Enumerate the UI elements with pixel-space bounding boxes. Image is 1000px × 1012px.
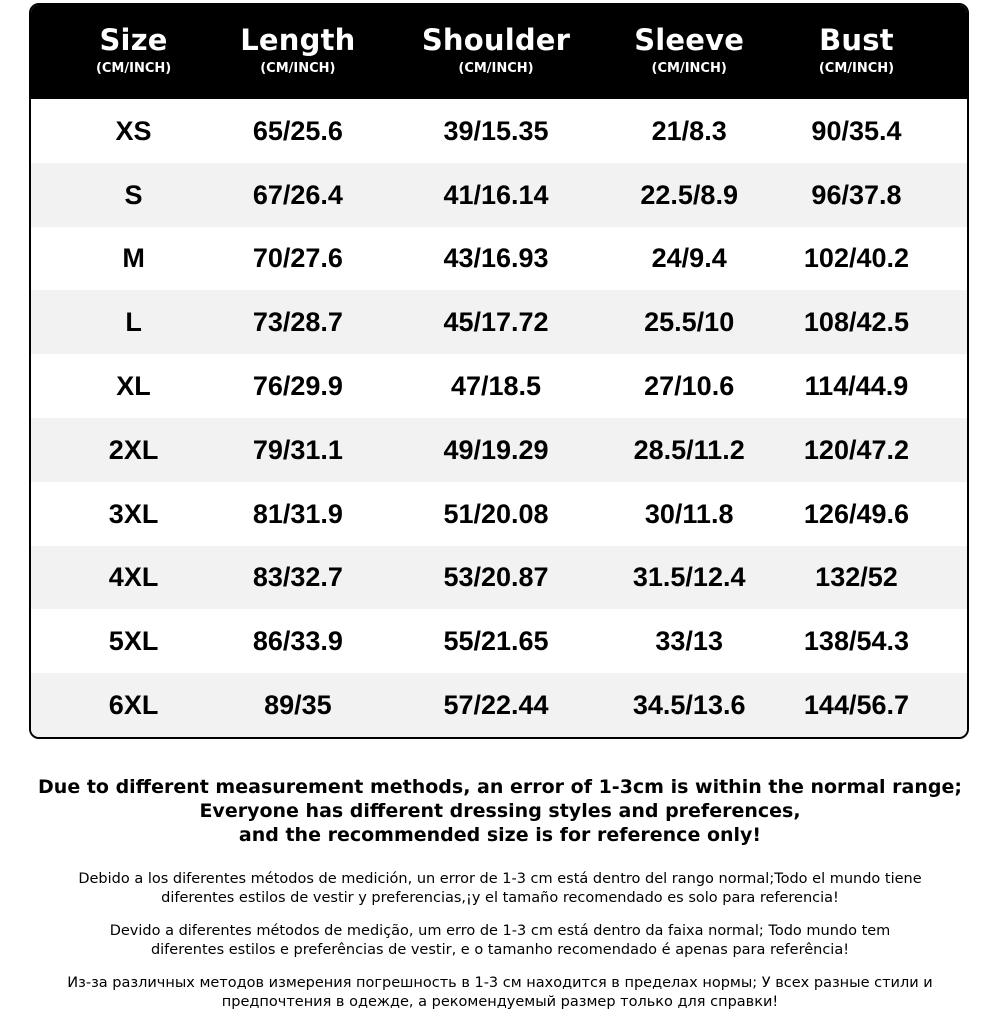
sleeve-cell: 24/9.4: [651, 243, 727, 274]
shoulder-cell: 43/16.93: [443, 243, 549, 274]
table-row: [31, 354, 967, 418]
size-chart-table: [29, 3, 969, 739]
shoulder-cell: 49/19.29: [443, 434, 549, 465]
length-cell: 73/28.7: [252, 307, 343, 338]
size-cell: 3XL: [108, 498, 159, 529]
header-bust: [746, 5, 967, 99]
length-cell: 81/31.9: [252, 498, 343, 529]
header-label: Shoulder: [421, 23, 571, 57]
header-label: Length: [240, 23, 356, 57]
spanish-note: Debido a los diferentes métodos de medición, un error de 1-3 cm está dentro del rango normal;Todo el mundo tiene diferentes estilos de vestir y preferencias,¡y el tamaño recomendado es solo para referencia!: [78, 871, 922, 906]
sleeve-cell: 27/10.6: [644, 371, 735, 402]
bust-cell: 90/35.4: [811, 115, 902, 146]
shoulder-cell: 51/20.08: [443, 498, 549, 529]
bust-cell: 114/44.9: [804, 371, 909, 402]
header-label: Size: [99, 23, 168, 57]
length-cell: 76/29.9: [252, 371, 343, 402]
shoulder-cell: 41/16.14: [443, 179, 549, 210]
size-cell: S: [124, 179, 143, 210]
bust-cell: 138/54.3: [803, 626, 910, 657]
english-note-line-3: and the recommended size is for reference only!: [238, 824, 762, 846]
shoulder-cell: 55/21.65: [443, 626, 549, 657]
table-row: [31, 99, 967, 163]
header-unit: (CM/INCH): [260, 61, 336, 76]
table-row: [31, 609, 967, 673]
russian-note: Из-за различных методов измерения погрешность в 1-3 см находится в пределах нормы; У всех разные стили и предпочтения в одежде, а рекомендуемый размер только для справки!: [67, 975, 933, 1010]
bust-cell: 96/37.8: [811, 179, 902, 210]
english-note-line-1: Due to different measurement methods, an error of 1-3cm is within the normal range;: [38, 776, 962, 798]
size-cell: XS: [115, 115, 152, 146]
shoulder-cell: 57/22.44: [443, 690, 549, 721]
length-cell: 83/32.7: [252, 562, 343, 593]
header-label: Sleeve: [634, 23, 745, 57]
table-row: [31, 163, 967, 227]
sleeve-cell: 30/11.8: [644, 498, 734, 529]
header-sleeve: [632, 5, 746, 99]
length-cell: 86/33.9: [252, 626, 343, 657]
size-cell: 5XL: [108, 626, 159, 657]
bust-cell: 108/42.5: [803, 307, 910, 338]
bust-cell: 132/52: [815, 562, 898, 593]
header-unit: (CM/INCH): [651, 61, 727, 76]
length-cell: 70/27.6: [252, 243, 343, 274]
bust-cell: 126/49.6: [803, 498, 910, 529]
header-label: Bust: [819, 23, 894, 57]
table-row: [31, 482, 967, 546]
length-cell: 65/25.6: [252, 115, 343, 146]
size-cell: 6XL: [108, 690, 159, 721]
table-row: [31, 673, 967, 737]
table-row: [31, 227, 967, 291]
portuguese-note: Devido a diferentes métodos de medição, um erro de 1-3 cm está dentro da faixa normal; Todo mundo tem diferentes estilos e preferências de vestir, e o tamanho recomendado é apenas para referência!: [109, 923, 891, 958]
table-row: [31, 546, 967, 610]
shoulder-cell: 39/15.35: [443, 115, 549, 146]
bust-cell: 144/56.7: [803, 690, 910, 721]
header-size: [31, 5, 236, 99]
table-header-row: [31, 5, 967, 99]
table-row: [31, 290, 967, 354]
header-unit: (CM/INCH): [95, 61, 172, 76]
length-cell: 89/35: [264, 690, 332, 721]
size-cell: 2XL: [108, 434, 159, 465]
size-cell: M: [122, 243, 145, 274]
sleeve-cell: 28.5/11.2: [633, 434, 745, 465]
sleeve-cell: 33/13: [655, 626, 723, 657]
sleeve-cell: 34.5/13.6: [632, 690, 746, 721]
shoulder-cell: 45/17.72: [443, 307, 549, 338]
table-body: [31, 99, 967, 737]
header-length: [236, 5, 359, 99]
header-unit: (CM/INCH): [458, 61, 534, 76]
english-note-line-2: Everyone has different dressing styles and preferences,: [199, 800, 801, 822]
shoulder-cell: 53/20.87: [443, 562, 549, 593]
size-cell: L: [125, 307, 142, 338]
length-cell: 79/31.1: [252, 434, 343, 465]
sleeve-cell: 22.5/8.9: [640, 179, 738, 210]
sleeve-cell: 25.5/10: [644, 307, 735, 338]
length-cell: 67/26.4: [252, 179, 343, 210]
shoulder-cell: 47/18.5: [450, 371, 542, 402]
header-unit: (CM/INCH): [818, 61, 895, 76]
bust-cell: 102/40.2: [803, 243, 910, 274]
measurement-notes: [0, 775, 1000, 1012]
size-cell: 4XL: [108, 562, 159, 593]
header-shoulder: [360, 5, 633, 99]
bust-cell: 120/47.2: [803, 434, 910, 465]
sleeve-cell: 21/8.3: [651, 115, 727, 146]
sleeve-cell: 31.5/12.4: [632, 562, 746, 593]
size-cell: XL: [116, 371, 151, 402]
table-row: [31, 418, 967, 482]
